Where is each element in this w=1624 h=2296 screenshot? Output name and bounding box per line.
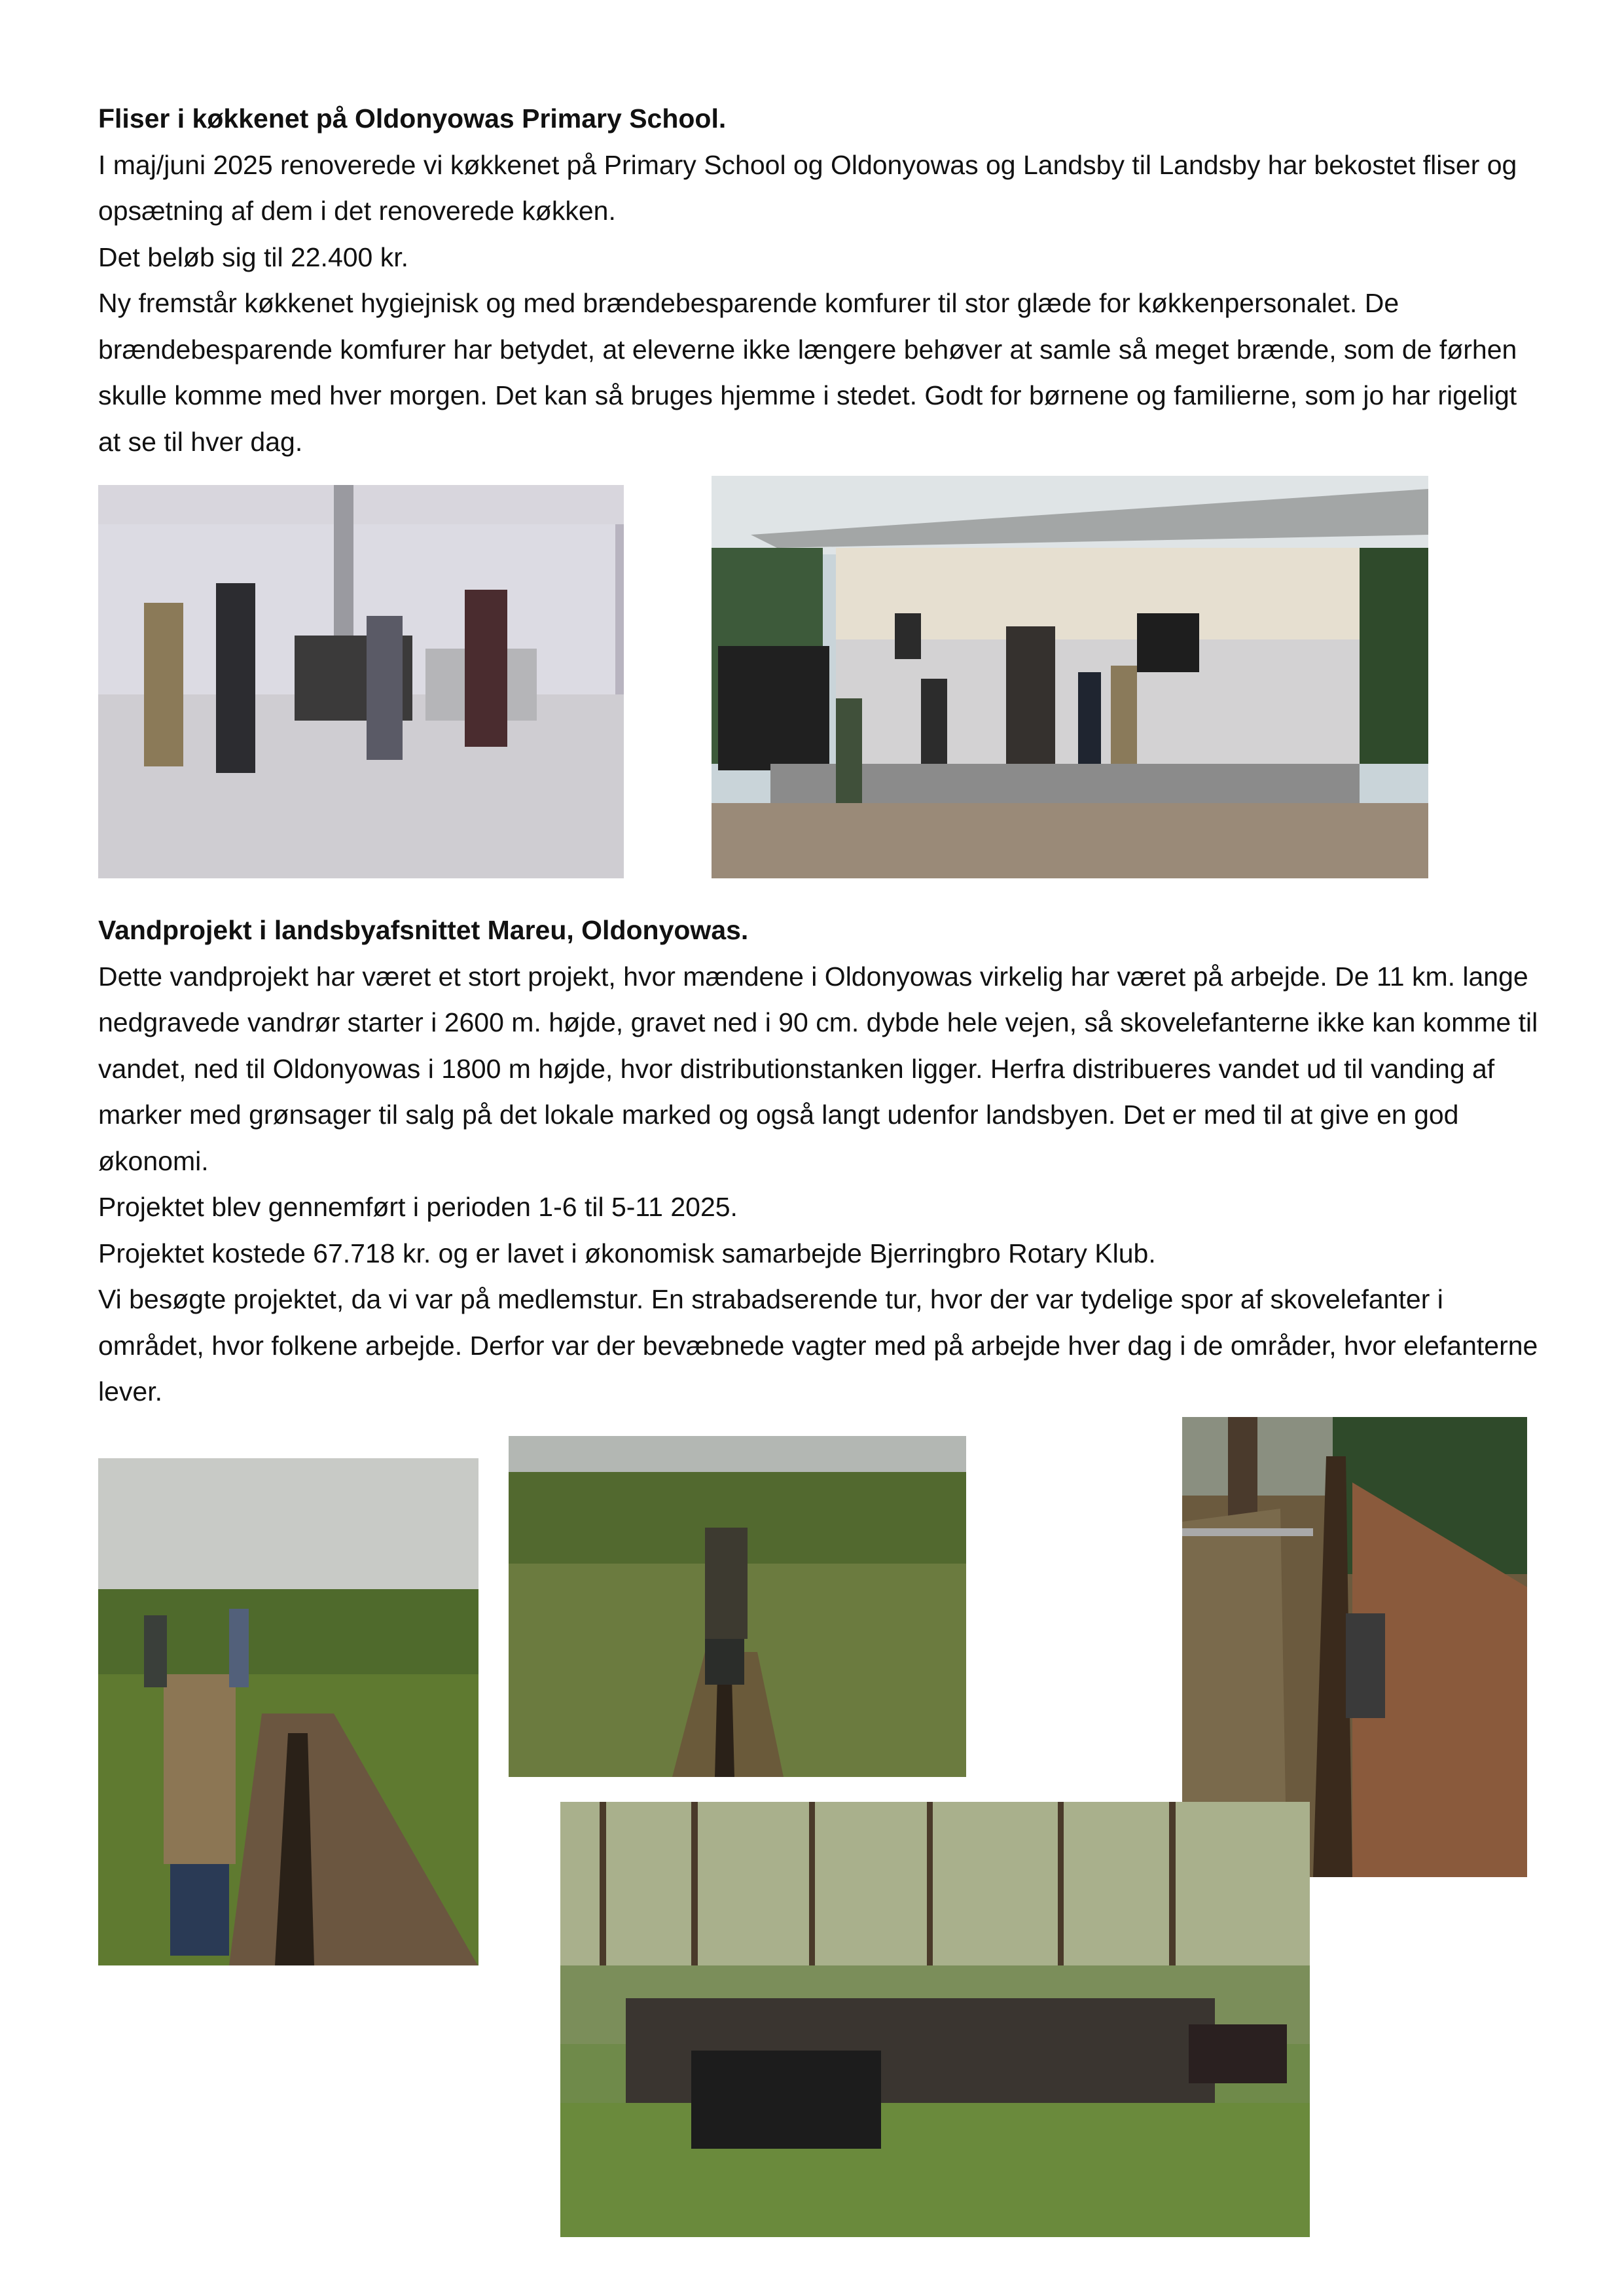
paragraph: I maj/juni 2025 renoverede vi køkkenet på Primary School og Oldonyowas og Landsby til Landsby har bekostet fliser og opsætning af dem i det renoverede køkken. — [98, 149, 1517, 226]
photo-kitchen-interior — [98, 485, 624, 878]
section-heading: Vandprojekt i landsbyafsnittet Mareu, Oldonyowas. — [98, 915, 749, 945]
photo-man-digging — [509, 1436, 966, 1777]
paragraph: Det beløb sig til 22.400 kr. — [98, 242, 409, 272]
section-kitchen-tiles — [98, 96, 1538, 465]
section-water-project — [98, 907, 1538, 1415]
paragraph: Projektet kostede 67.718 kr. og er lavet i økonomisk samarbejde Bjerringbro Rotary Klub. — [98, 1238, 1156, 1268]
paragraph: Ny fremstår køkkenet hygiejnisk og med brændebesparende komfurer til stor glæde for køkkenpersonalet. De brændebesparende komfurer har betydet, at eleverne ikke længere behøver at samle så meget brænde, som de førhen skulle komme med hver morgen. Det kan så bruges hjemme i stedet. Godt for børnene og familierne, som jo har rigeligt at se til hver dag. — [98, 288, 1517, 457]
paragraph: Projektet blev gennemført i perioden 1-6 til 5-11 2025. — [98, 1192, 738, 1222]
section-heading: Fliser i køkkenet på Oldonyowas Primary School. — [98, 103, 727, 134]
photo-kitchen-building — [712, 476, 1428, 878]
photo-trench-visitors — [98, 1458, 478, 1965]
photo-group-distribution-tank — [560, 1802, 1310, 2237]
paragraph: Vi besøgte projektet, da vi var på medlemstur. En strabadserende tur, hvor der var tydelige spor af skovelefanter i området, hvor folkene arbejde. Derfor var der bevæbnede vagter med på arbejde hver dag i de områder, hvor elefanterne lever. — [98, 1284, 1538, 1407]
paragraph: Dette vandprojekt har været et stort projekt, hvor mændene i Oldonyowas virkelig har været på arbejde. De 11 km. lange nedgravede vandrør starter i 2600 m. højde, gravet ned i 90 cm. dybde hele vejen, så skovelefanterne ikke kan komme til vandet, ned til Oldonyowas i 1800 m højde, hvor distributionstanken ligger. Herfra distribueres vandet ud til vanding af marker med grønsager til salg på det lokale marked og også langt udenfor landsbyen. Det er med til at give en god økonomi. — [98, 961, 1538, 1176]
